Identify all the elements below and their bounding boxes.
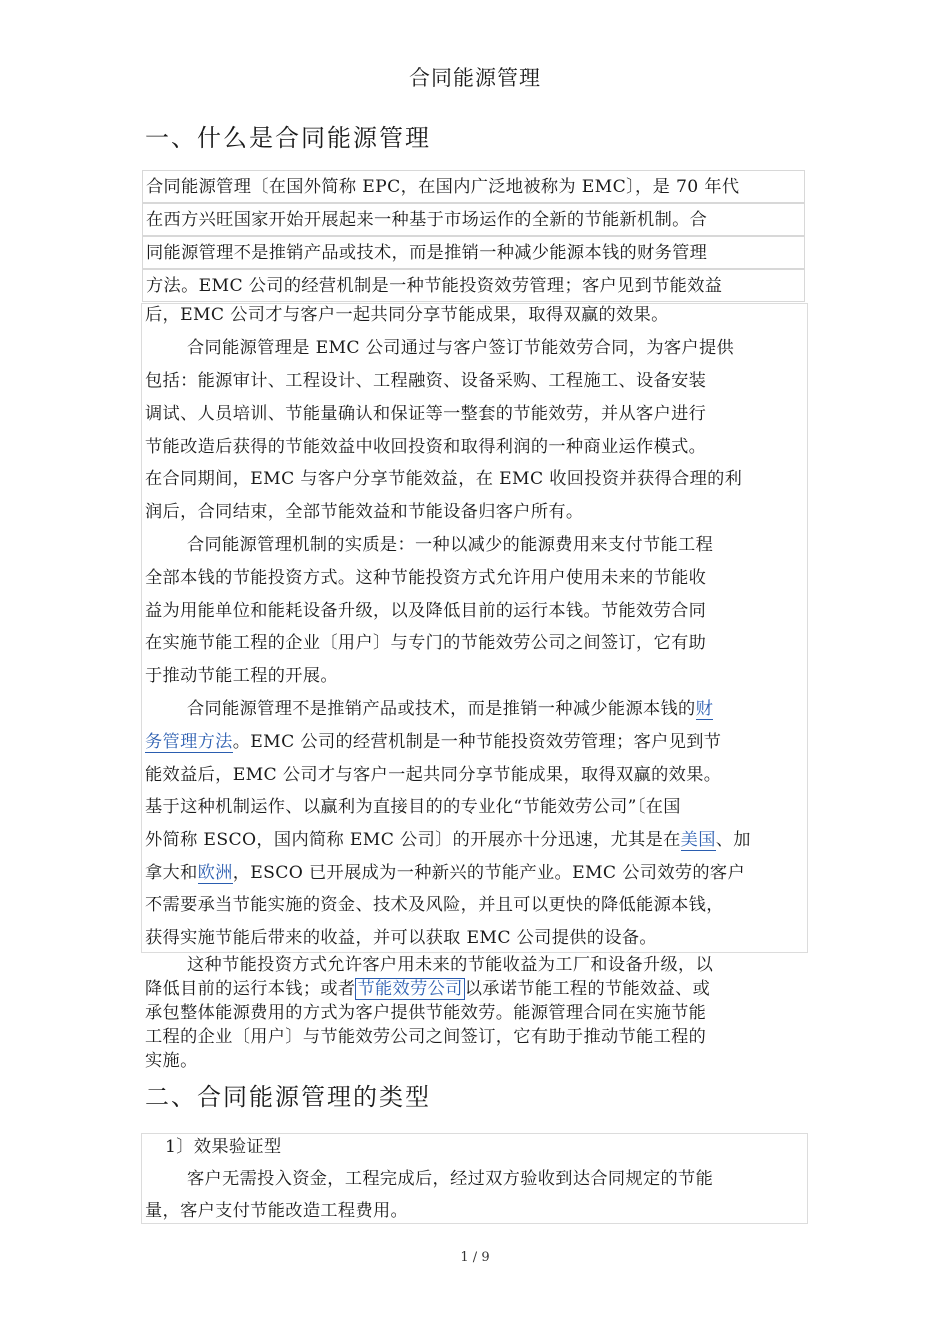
link-europe[interactable]: 欧洲: [197, 863, 233, 883]
paragraph-line: 在实施节能工程的企业〔用户〕与专门的节能效劳公司之间签订，它有助: [145, 633, 707, 653]
paragraph-line: [145, 824, 805, 857]
paragraph-line: 包括：能源审计、工程设计、工程融资、设备采购、工程施工、设备安装: [145, 371, 707, 391]
paragraph-line: 后，EMC 公司才与客户一起共同分享节能成果，取得双赢的效果。: [145, 305, 669, 325]
paragraph-line: 不需要承当节能实施的资金、技术及风险，并且可以更快的降低能源本钱，: [145, 895, 724, 915]
text-span: ，ESCO 已开展成为一种新兴的节能产业。EMC 公司效劳的客户: [232, 863, 746, 883]
paragraph-line: 在合同期间，EMC 与客户分享节能效益，在 EMC 收回投资并获得合理的利: [145, 469, 743, 489]
paragraph-line: [145, 977, 805, 1002]
paragraph-line: 方法。EMC 公司的经营机制是一种节能投资效劳管理；客户见到节能效益: [142, 269, 805, 302]
paragraph-line: 全部本钱的节能投资方式。这种节能投资方式允许用户使用未来的节能收: [145, 568, 707, 588]
paragraph-line: 润后，合同结束，全部节能效益和节能设备归客户所有。: [145, 502, 584, 522]
paragraph-line: 节能改造后获得的节能效益中收回投资和取得利润的一种商业运作模式。: [145, 437, 707, 457]
paragraph-line: 客户无需投入资金，工程完成后，经过双方验收到达合同规定的节能: [187, 1169, 714, 1189]
document-title: 合同能源管理: [409, 66, 541, 90]
paragraph-line: 基于这种机制运作、以赢利为直接目的的专业化“节能效劳公司”〔在国: [145, 797, 681, 817]
link-financial-management[interactable]: 务管理方法: [145, 732, 233, 752]
text-span: 降低目前的运行本钱；或者: [145, 979, 356, 999]
paragraph-line: 这种节能投资方式允许客户用未来的节能收益为工厂和设备升级，以: [187, 955, 714, 975]
paragraph-line: 调试、人员培训、节能量确认和保证等一整套的节能效劳，并从客户进行: [145, 404, 707, 424]
paragraph-line: [145, 693, 847, 726]
subheading: 1〕效果验证型: [165, 1137, 282, 1157]
paragraph-line: 合同能源管理是 EMC 公司通过与客户签订节能效劳合同，为客户提供: [187, 338, 735, 358]
paragraph-line: [145, 726, 805, 759]
paragraph-line: 同能源管理不是推销产品或技术，而是推销一种减少能源本钱的财务管理: [142, 236, 805, 269]
paragraph-line: 益为用能单位和能耗设备升级，以及降低目前的运行本钱。节能效劳合同: [145, 601, 707, 621]
link-financial-management[interactable]: 财: [695, 699, 714, 719]
paragraph-line: 实施。: [145, 1051, 198, 1071]
link-energy-service-company[interactable]: 节能效劳公司: [357, 979, 463, 999]
paragraph-line: 合同能源管理机制的实质是：一种以减少的能源费用来支付节能工程: [187, 535, 714, 555]
text-span: 。EMC 公司的经营机制是一种节能投资效劳管理；客户见到节: [232, 732, 722, 752]
text-span: 、加: [715, 830, 751, 850]
paragraph-line: 能效益后，EMC 公司才与客户一起共同分享节能成果，取得双赢的效果。: [145, 765, 722, 785]
section-heading-1: 一、什么是合同能源管理: [145, 124, 431, 152]
paragraph-line: 承包整体能源费用的方式为客户提供节能效劳。能源管理合同在实施节能: [145, 1003, 707, 1023]
paragraph-line: 于推动节能工程的开展。: [145, 666, 338, 686]
text-span: 外简称 ESCO，国内简称 EMC 公司〕的开展亦十分迅速，尤其是在: [145, 830, 681, 850]
paragraph-line: 合同能源管理〔在国外简称 EPC，在国内广泛地被称为 EMC〕，是 70 年代: [142, 170, 805, 203]
link-usa[interactable]: 美国: [680, 830, 716, 850]
paragraph-line: 获得实施节能后带来的收益，并可以获取 EMC 公司提供的设备。: [145, 928, 657, 948]
section-heading-2: 二、合同能源管理的类型: [145, 1083, 431, 1111]
text-span: 合同能源管理不是推销产品或技术，而是推销一种减少能源本钱的: [187, 699, 696, 719]
page-number: 1 / 9: [460, 1250, 490, 1265]
paragraph-line: 工程的企业〔用户〕与节能效劳公司之间签订，它有助于推动节能工程的: [145, 1027, 707, 1047]
paragraph-line: [145, 857, 805, 890]
paragraph-line: 量，客户支付节能改造工程费用。: [145, 1201, 409, 1221]
paragraph-line: 在西方兴旺国家开始开展起来一种基于市场运作的全新的节能新机制。合: [142, 203, 805, 236]
text-span: 以承诺节能工程的节能效益、或: [464, 979, 711, 999]
text-span: 拿大和: [145, 863, 198, 883]
